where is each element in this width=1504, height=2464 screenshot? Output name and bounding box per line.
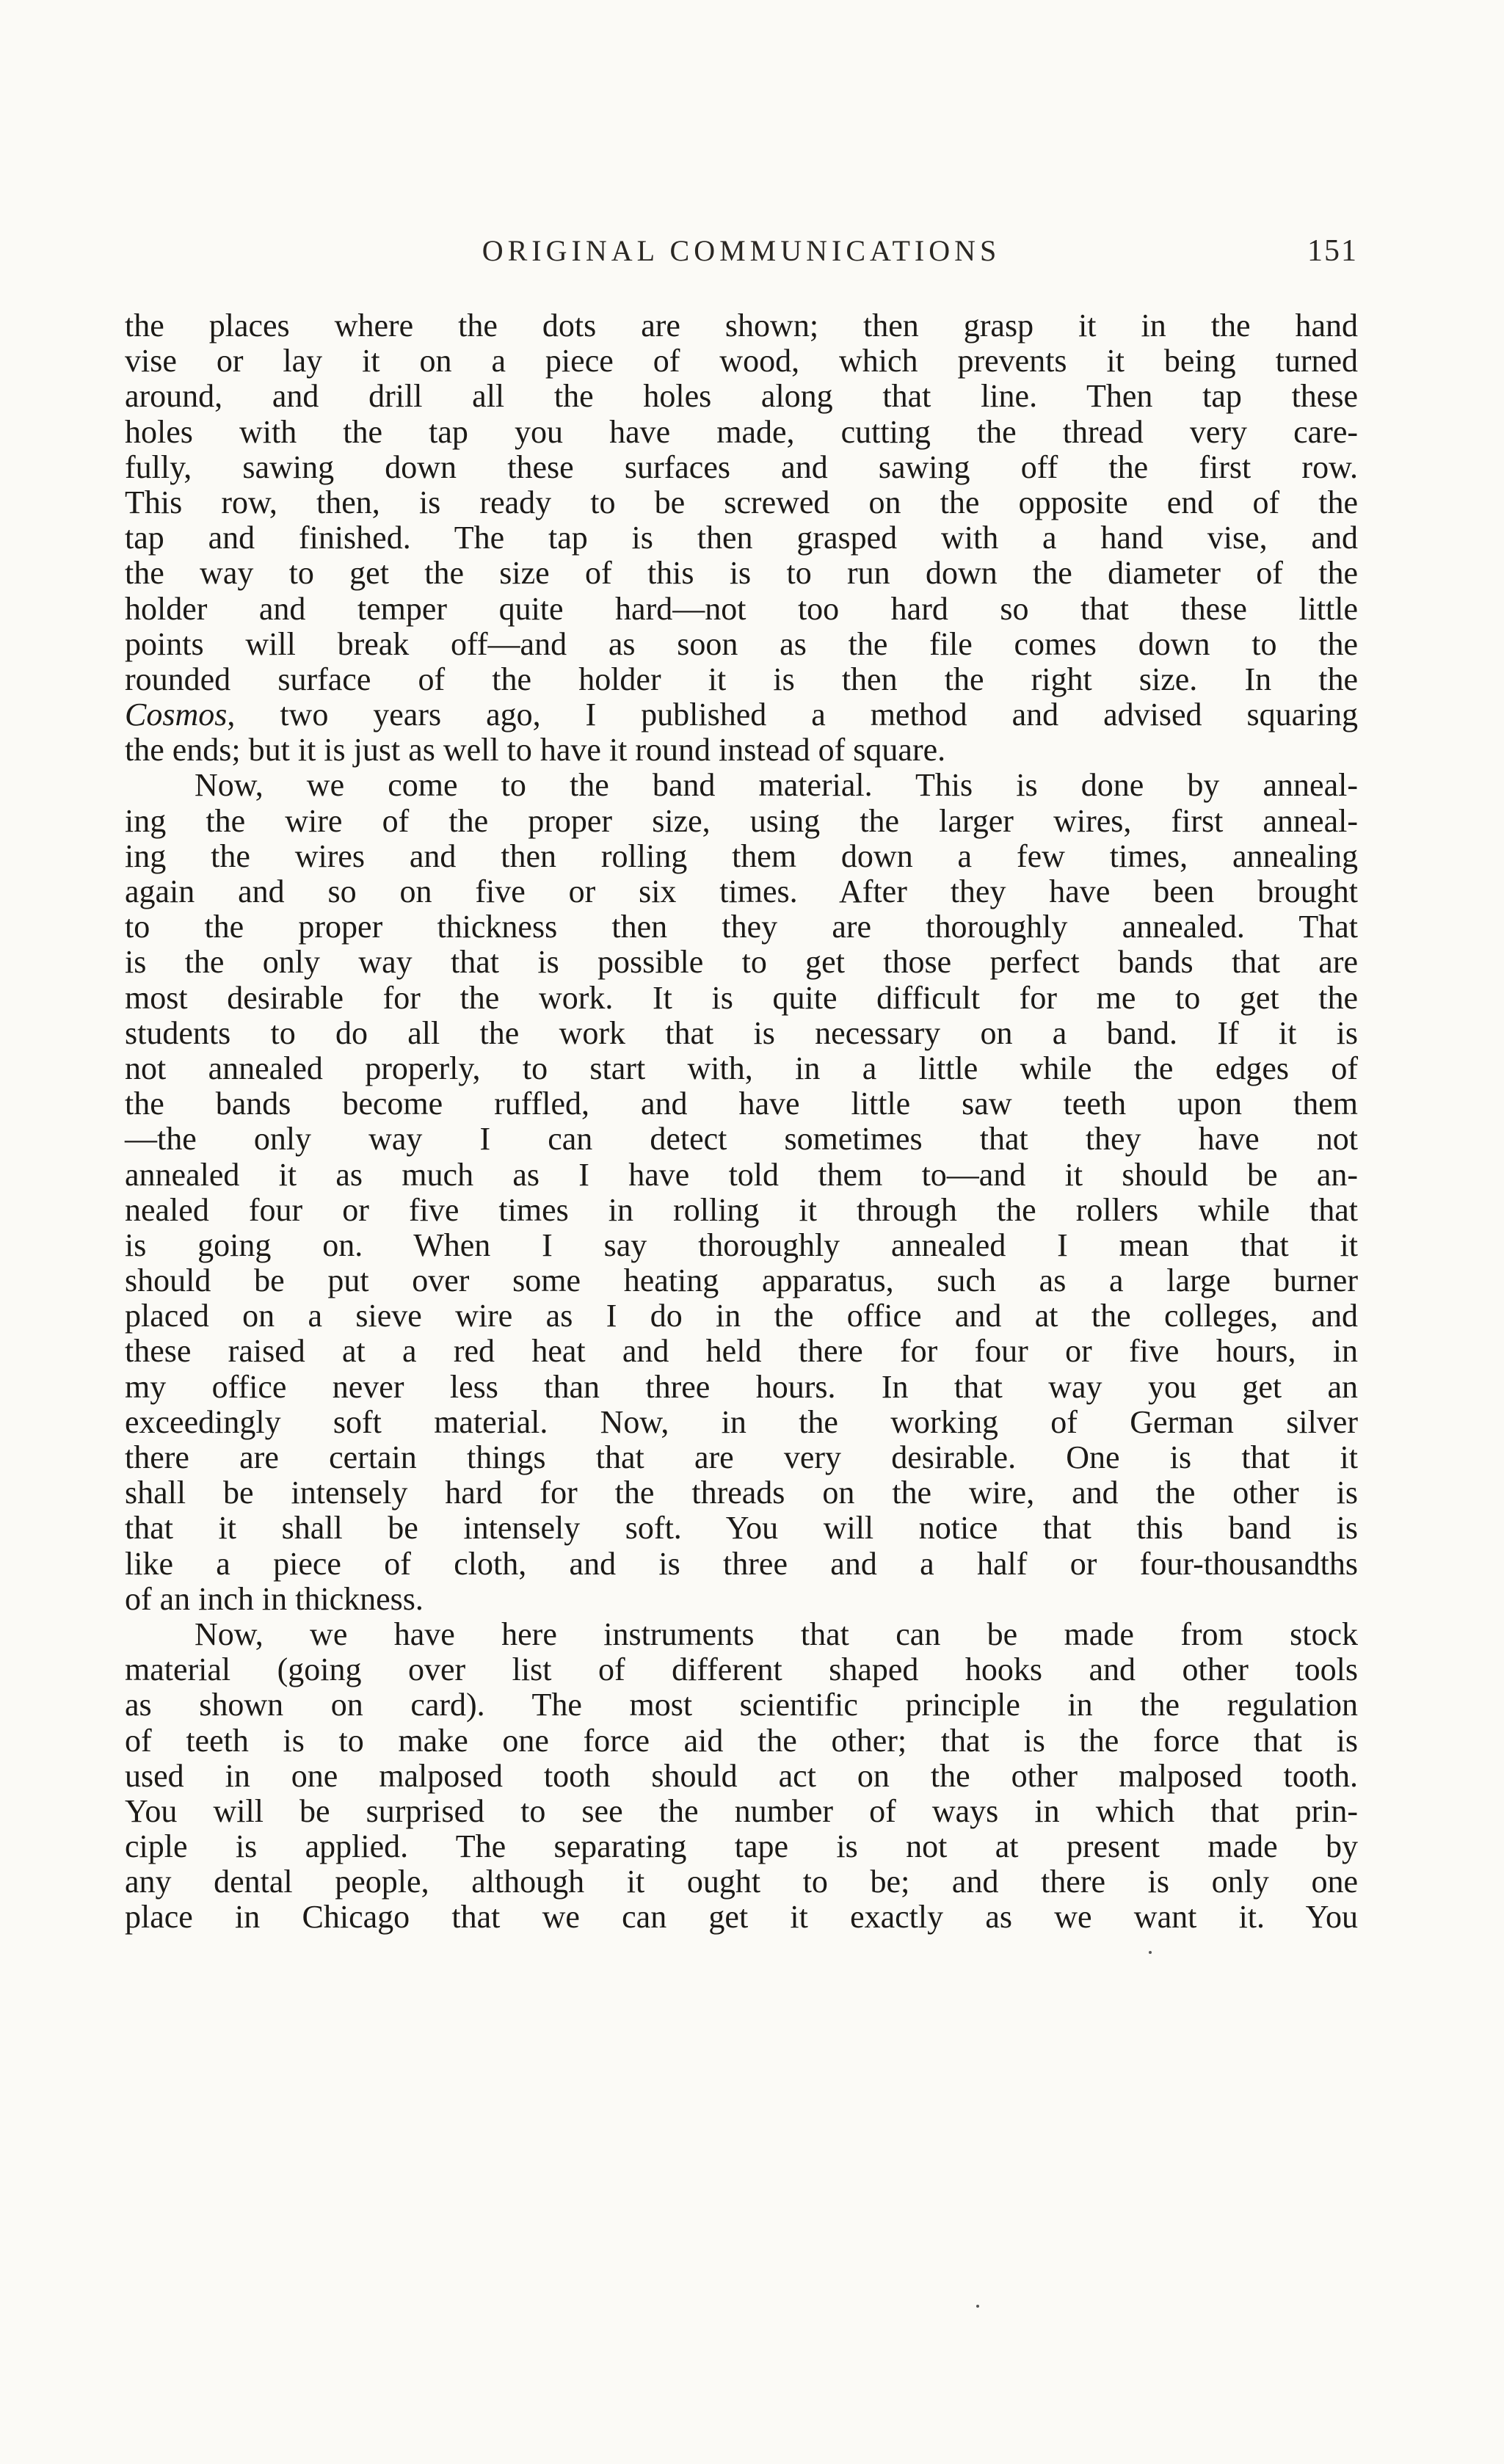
text-line: annealed it as much as I have told them to—and it should be an- <box>125 1156 1358 1193</box>
text-line: to the proper thickness then they are thoroughly annealed. That <box>125 909 1358 945</box>
text-line: shall be intensely hard for the threads on the wire, and the other is <box>125 1475 1358 1511</box>
paragraph-2 <box>125 768 1358 1617</box>
text-line: the way to get the size of this is to run down the diameter of the <box>125 555 1358 592</box>
text-line: like a piece of cloth, and is three and a half or four-thousandths <box>125 1545 1358 1582</box>
text-line: points will break off—and as soon as the file comes down to the <box>125 625 1358 662</box>
text-line: vise or lay it on a piece of wood, which prevents it being turned <box>125 343 1358 379</box>
text-line: these raised at a red heat and held there for four or five hours, in <box>125 1333 1358 1370</box>
text-line: the ends; but it is just as well to have it round instead of square. <box>125 732 946 768</box>
text-line: that it shall be intensely soft. You will notice that this band is <box>125 1510 1358 1547</box>
text-line: Now, we come to the band material. This is done by anneal- <box>195 767 1358 804</box>
page-header <box>125 233 1358 277</box>
text-line: is the only way that is possible to get those perfect bands that are <box>125 944 1358 981</box>
text-line: any dental people, although it ought to be; and there is only one <box>125 1864 1358 1900</box>
text-line: the bands become ruffled, and have little saw teeth upon them <box>125 1086 1358 1122</box>
text-line: not annealed properly, to start with, in a little while the edges of <box>125 1050 1358 1086</box>
text-line: —the only way I can detect sometimes that they have not <box>125 1121 1358 1158</box>
ink-speck <box>976 2305 979 2308</box>
text-line: exceedingly soft material. Now, in the working of German silver <box>125 1403 1358 1440</box>
text-line: should be put over some heating apparatus, such as a large burner <box>125 1262 1358 1299</box>
text-line: again and so on five or six times. After they have been brought <box>125 873 1358 909</box>
journal-title-italic: Cosmos <box>125 697 228 733</box>
text-line: ciple is applied. The separating tape is not at present made by <box>125 1828 1358 1865</box>
text-line: tap and finished. The tap is then grasped with a hand vise, and <box>125 520 1358 556</box>
text-line: holder and temper quite hard—not too hard so that these little <box>125 590 1358 627</box>
text-line-rest: , two years ago, I published a method and advised squaring <box>227 697 1358 733</box>
text-line: used in one malposed tooth should act on the other malposed tooth. <box>125 1757 1358 1794</box>
text-line: ing the wires and then rolling them down a few times, annealing <box>125 837 1358 874</box>
page-number: 151 <box>1307 234 1358 268</box>
text-line: of teeth is to make one force aid the other; that is the force that is <box>125 1722 1358 1759</box>
running-head: ORIGINAL COMMUNICATIONS <box>482 234 1001 267</box>
text-line: holes with the tap you have made, cutting the thread very care- <box>125 413 1358 450</box>
paragraph-3 <box>125 1617 1358 1936</box>
text-line: most desirable for the work. It is quite difficult for me to get the <box>125 979 1358 1016</box>
text-line: students to do all the work that is necessary on a band. If it is <box>125 1014 1358 1051</box>
text-line: the places where the dots are shown; then grasp it in the hand <box>125 308 1358 344</box>
text-line: is going on. When I say thoroughly annealed I mean that it <box>125 1226 1358 1263</box>
text-line: nealed four or five times in rolling it through the rollers while that <box>125 1191 1358 1228</box>
text-line: rounded surface of the holder it is then the right size. In the <box>125 661 1358 697</box>
text-line: as shown on card). The most scientific principle in the regulation <box>125 1687 1358 1723</box>
text-line: around, and drill all the holes along that line. Then tap these <box>125 378 1358 415</box>
text-line: You will be surprised to see the number of ways in which that prin- <box>125 1792 1358 1829</box>
text-line: Now, we have here instruments that can be made from stock <box>195 1616 1358 1652</box>
text-line: placed on a sieve wire as I do in the office and at the colleges, and <box>125 1298 1358 1334</box>
paragraph-1 <box>125 308 1358 768</box>
text-line: place in Chicago that we can get it exactly as we want it. You <box>125 1899 1358 1936</box>
text-line: This row, then, is ready to be screwed on the opposite end of the <box>125 484 1358 520</box>
text-line: fully, sawing down these surfaces and sawing off the first row. <box>125 448 1358 485</box>
text-line: of an inch in thickness. <box>125 1580 424 1617</box>
text-line: ing the wire of the proper size, using the larger wires, first anneal- <box>125 802 1358 839</box>
text-line-cosmos <box>125 697 1358 733</box>
text-line: there are certain things that are very desirable. One is that it <box>125 1439 1358 1475</box>
body-text <box>125 308 1358 1936</box>
text-line: my office never less than three hours. In that way you get an <box>125 1368 1358 1405</box>
ink-speck <box>1149 1951 1152 1954</box>
text-line: material (going over list of different shaped hooks and other tools <box>125 1651 1358 1688</box>
